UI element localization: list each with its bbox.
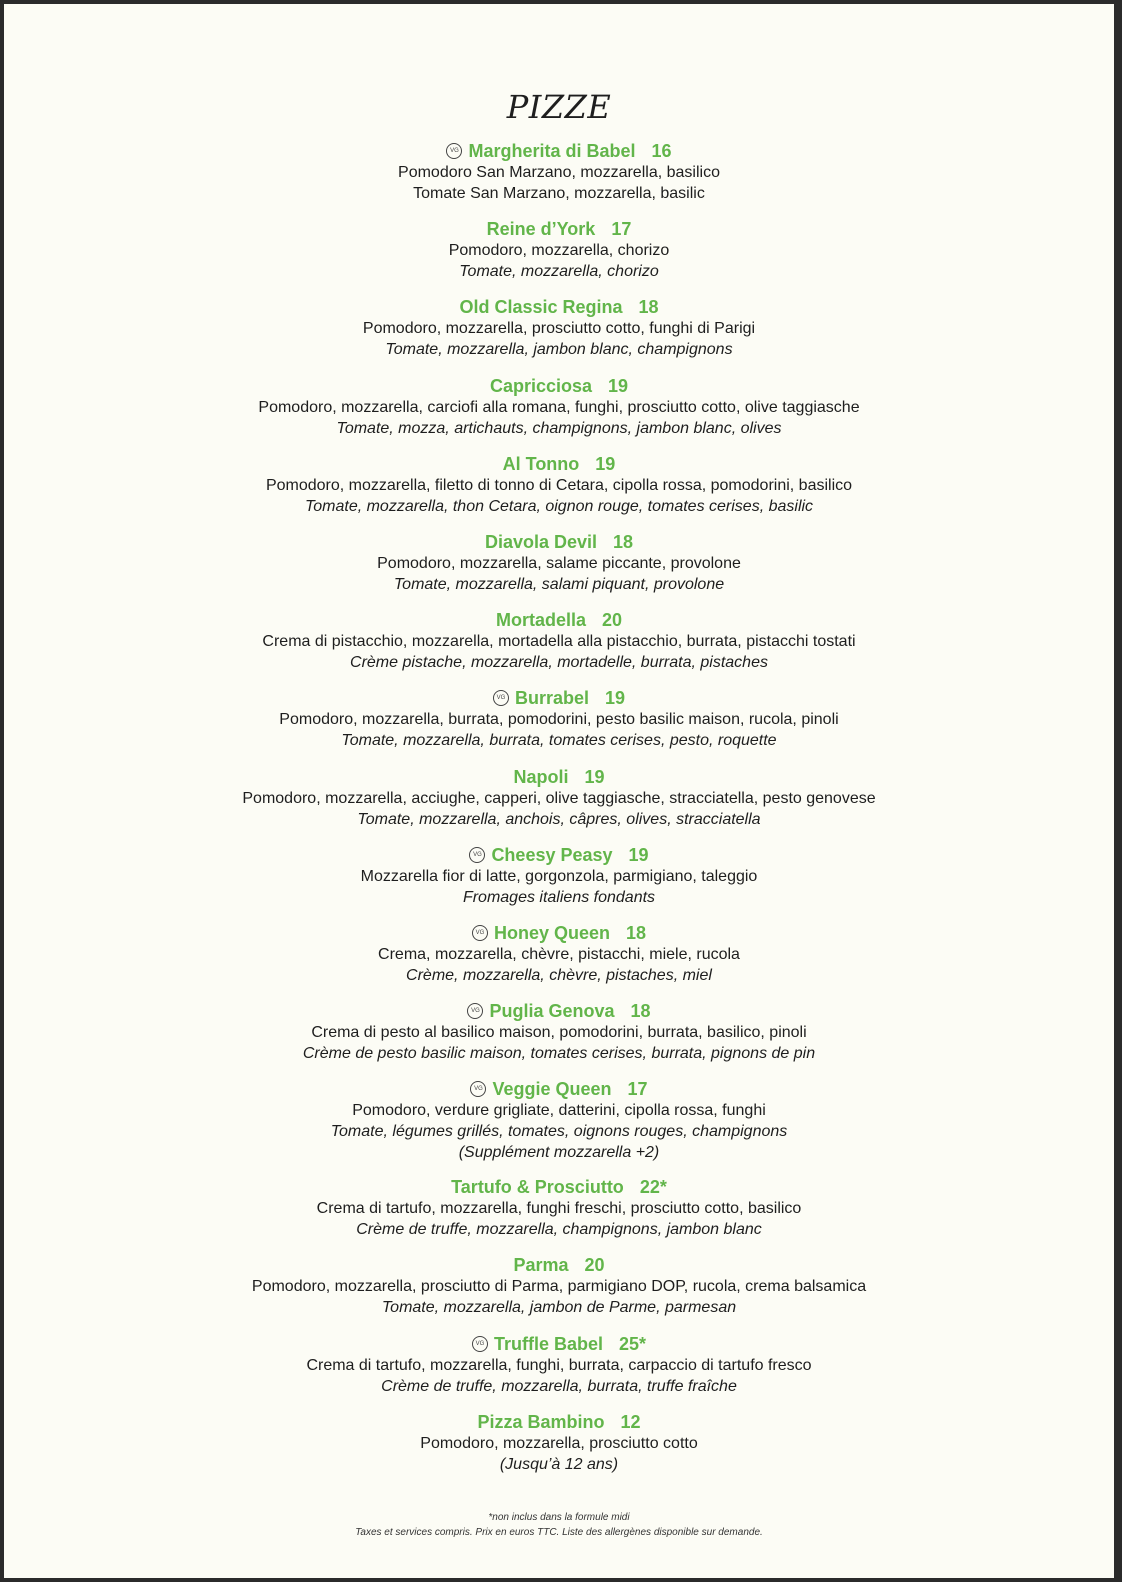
page-title: PIZZE — [506, 88, 612, 126]
menu-item-price: 20 — [602, 610, 623, 631]
menu-item-price: 25* — [619, 1333, 647, 1354]
menu-item-price: 17 — [627, 1079, 648, 1100]
menu-item-name: Margherita di Babel — [468, 141, 636, 161]
menu-item-header — [4, 844, 1114, 866]
menu-item-header — [4, 296, 1114, 318]
menu-item-name: Parma — [513, 1255, 569, 1276]
menu-item-description-french: Fromages italiens fondants — [462, 888, 656, 906]
menu-item-header — [4, 687, 1114, 709]
menu-item-name: Al Tonno — [502, 453, 580, 474]
menu-item-name: Mortadella — [495, 610, 586, 631]
menu-item-supplement: (Supplément mozzarella +2) — [458, 1144, 660, 1162]
menu-item-description-french: Crème de pesto basilic maison, tomates cerises, burrata, pignons de pin — [302, 1045, 816, 1063]
menu-item — [4, 1333, 1114, 1411]
menu-item-header — [4, 1176, 1114, 1198]
menu-item-price: 19 — [608, 375, 629, 396]
menu-item-description-french: Tomate San Marzano, mozzarella, basilic — [413, 185, 705, 202]
menu-item — [4, 1411, 1114, 1489]
menu-item-name: Veggie Queen — [492, 1079, 612, 1100]
menu-item-name: Pizza Bambino — [477, 1411, 605, 1432]
menu-item-name: Puglia Genova — [489, 1001, 615, 1022]
menu-item-description-italian: Crema di pistacchio, mozzarella, mortadella alla pistacchio, burrata, pistacchi tostati — [262, 633, 856, 651]
menu-item — [4, 844, 1114, 922]
menu-item-description-french: Crème de truffe, mozzarella, burrata, truffe fraîche — [381, 1377, 737, 1395]
menu-item-name: Diavola Devil — [484, 531, 598, 552]
menu-item-header — [4, 140, 1114, 162]
vegetarian-icon: VG — [493, 690, 509, 706]
menu-item-price: 19 — [584, 766, 605, 787]
vegetarian-icon: VG — [472, 1336, 488, 1352]
menu-item-description-italian: Pomodoro, mozzarella, filetto di tonno di Cetara, cipolla rossa, pomodorini, basilico — [265, 476, 853, 494]
menu-item-header — [4, 1411, 1114, 1433]
menu-item-name: Napoli — [513, 766, 569, 787]
menu-item-price: 18 — [626, 922, 647, 943]
menu-item-price: 19 — [628, 844, 649, 865]
pizza-list — [4, 140, 1114, 1489]
menu-item-description-italian: Pomodoro, mozzarella, acciughe, capperi, olive taggiasche, stracciatella, pesto genovese — [242, 789, 876, 807]
menu-item-name: Tartufo & Prosciutto — [451, 1177, 624, 1198]
menu-item-price: 19 — [595, 453, 616, 474]
vegetarian-icon: VG — [472, 925, 488, 941]
menu-item-price: 18 — [630, 1001, 651, 1022]
menu-item-price: 19 — [605, 688, 626, 709]
menu-item — [4, 375, 1114, 453]
menu-item-description-italian: Pomodoro, verdure grigliate, datterini, cipolla rossa, funghi — [352, 1102, 766, 1120]
menu-item-header — [4, 453, 1114, 475]
menu-item — [4, 687, 1114, 765]
menu-item — [4, 218, 1114, 296]
menu-item — [4, 1078, 1114, 1176]
menu-item-price: 18 — [613, 531, 634, 552]
menu-item — [4, 922, 1114, 1000]
menu-item-price: 20 — [584, 1255, 605, 1276]
vegetarian-icon: VG — [467, 1003, 483, 1019]
menu-item — [4, 766, 1114, 844]
menu-item — [4, 1000, 1114, 1078]
menu-item-name: Burrabel — [514, 688, 589, 709]
menu-item-description-italian: Crema di tartufo, mozzarella, funghi, burrata, carpaccio di tartufo fresco — [306, 1356, 812, 1374]
menu-item — [4, 1254, 1114, 1332]
menu-item-description-french: (Jusqu’à 12 ans) — [499, 1455, 619, 1473]
menu-item-price: 18 — [638, 297, 659, 318]
menu-item-description-italian: Pomodoro, mozzarella, burrata, pomodorini, pesto basilic maison, rucola, pinoli — [279, 711, 839, 729]
menu-item-header — [4, 766, 1114, 788]
menu-item-header — [4, 531, 1114, 553]
footer-legal: Taxes et services compris. Prix en euros TTC. Liste des allergènes disponible sur demande. — [355, 1527, 763, 1538]
menu-item-description-french: Tomate, mozzarella, jambon de Parme, parmesan — [381, 1299, 737, 1317]
menu-item-header — [4, 1000, 1114, 1022]
menu-item-header — [4, 609, 1114, 631]
menu-item-description-french: Crème de truffe, mozzarella, champignons, jambon blanc — [356, 1221, 762, 1239]
menu-item-price: 17 — [611, 219, 632, 240]
menu-item-description-italian: Pomodoro, mozzarella, prosciutto di Parma, parmigiano DOP, rucola, crema balsamica — [251, 1278, 867, 1296]
menu-item-header — [4, 1333, 1114, 1355]
menu-item-description-italian: Pomodoro San Marzano, mozzarella, basilico — [398, 164, 720, 181]
menu-item — [4, 453, 1114, 531]
menu-item-name: Old Classic Regina — [459, 297, 623, 318]
menu-item-header — [4, 1254, 1114, 1276]
menu-item-description-italian: Crema, mozzarella, chèvre, pistacchi, miele, rucola — [378, 945, 740, 963]
vegetarian-icon: VG — [469, 847, 485, 863]
menu-item-header — [4, 922, 1114, 944]
menu-item-description-italian: Crema di tartufo, mozzarella, funghi freschi, prosciutto cotto, basilico — [316, 1200, 802, 1218]
menu-item-description-french: Tomate, mozzarella, jambon blanc, champignons — [385, 341, 733, 359]
menu-item-description-french: Tomate, mozza, artichauts, champignons, jambon blanc, olives — [336, 419, 782, 437]
menu-item-description-french: Crème pistache, mozzarella, mortadelle, burrata, pistaches — [350, 654, 768, 672]
menu-page — [4, 4, 1114, 1578]
menu-item-description-french: Tomate, mozzarella, anchois, câpres, olives, stracciatella — [357, 810, 761, 828]
menu-item-description-italian: Crema di pesto al basilico maison, pomodorini, burrata, basilico, pinoli — [311, 1024, 807, 1042]
menu-item-price: 22* — [639, 1177, 667, 1198]
menu-item-name: Reine d’York — [486, 219, 596, 240]
vegetarian-icon: VG — [446, 143, 462, 159]
menu-item-header — [4, 375, 1114, 397]
menu-item-description-italian: Mozzarella fior di latte, gorgonzola, parmigiano, taleggio — [360, 867, 758, 885]
menu-item-name: Capricciosa — [489, 375, 593, 396]
menu-item-description-french: Tomate, mozzarella, chorizo — [459, 263, 659, 281]
menu-item-price: 12 — [620, 1411, 641, 1432]
menu-item-description-french: Tomate, mozzarella, salami piquant, provolone — [393, 575, 725, 593]
footer — [4, 1510, 1114, 1540]
menu-item — [4, 531, 1114, 609]
menu-item-description-french: Tomate, mozzarella, burrata, tomates cerises, pesto, roquette — [341, 732, 777, 750]
menu-item-description-french: Tomate, légumes grillés, tomates, oignons rouges, champignons — [330, 1123, 788, 1141]
menu-item-description-italian: Pomodoro, mozzarella, prosciutto cotto — [420, 1434, 698, 1452]
menu-item — [4, 140, 1114, 218]
menu-item — [4, 609, 1114, 687]
menu-item-description-italian: Pomodoro, mozzarella, carciofi alla romana, funghi, prosciutto cotto, olive taggiasche — [258, 398, 860, 416]
menu-item-description-french: Crème, mozzarella, chèvre, pistaches, miel — [406, 966, 712, 984]
menu-item-header — [4, 1078, 1114, 1100]
menu-item — [4, 1176, 1114, 1254]
menu-item-name: Honey Queen — [493, 922, 610, 943]
vegetarian-icon: VG — [470, 1081, 486, 1097]
menu-item-header — [4, 218, 1114, 240]
menu-item-description-italian: Pomodoro, mozzarella, chorizo — [448, 242, 670, 260]
footer-note: *non inclus dans la formule midi — [488, 1512, 630, 1523]
menu-item — [4, 296, 1114, 374]
menu-item-name: Truffle Babel — [493, 1333, 603, 1354]
menu-item-description-french: Tomate, mozzarella, thon Cetara, oignon rouge, tomates cerises, basilic — [304, 497, 814, 515]
menu-item-description-italian: Pomodoro, mozzarella, prosciutto cotto, funghi di Parigi — [362, 320, 756, 338]
menu-item-price: 16 — [651, 141, 672, 161]
menu-item-description-italian: Pomodoro, mozzarella, salame piccante, provolone — [377, 554, 741, 572]
menu-item-name: Cheesy Peasy — [491, 844, 613, 865]
